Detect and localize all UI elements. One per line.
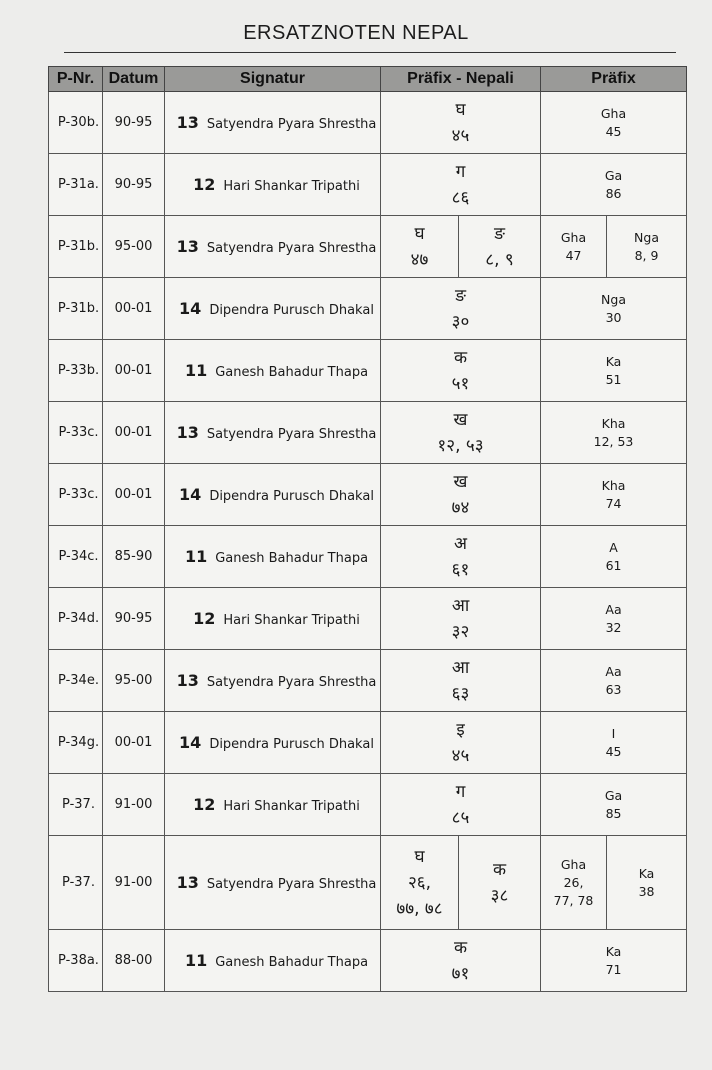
cell-prefix	[541, 650, 687, 712]
cell-prefix	[541, 774, 687, 836]
prefix-number: 74	[605, 495, 622, 511]
prefix-number: 47	[565, 247, 582, 263]
cell-prefix	[541, 92, 687, 154]
nepali-prefix-letter: ङ	[494, 223, 505, 244]
signature-name: Hari Shankar Tripathi	[223, 613, 360, 628]
page-title: ERSATZNOTEN NEPAL	[243, 22, 469, 44]
nepali-prefix-number: २६, ७७, ७८	[396, 872, 443, 919]
cell-prefix-nepali	[381, 774, 541, 836]
prefix-number: 86	[605, 185, 622, 201]
cell-prefix-nepali	[381, 464, 541, 526]
cell-datum: 85-90	[103, 526, 165, 588]
prefix-number: 32	[605, 619, 622, 635]
table-row	[49, 774, 687, 836]
cell-signatur	[165, 930, 381, 992]
cell-datum: 90-95	[103, 588, 165, 650]
nepali-prefix-number: ५१	[451, 373, 470, 394]
nepali-prefix-letter: ग	[455, 161, 466, 182]
prefix-name: Gha	[600, 105, 627, 121]
cell-pnr: P-37.	[49, 774, 103, 836]
nepali-prefix-number: ८६	[451, 187, 470, 208]
signature-name: Dipendra Purusch Dhakal	[209, 737, 374, 752]
prefix-name: Gha	[560, 229, 587, 245]
cell-pnr: P-37.	[49, 836, 103, 930]
signature-name: Hari Shankar Tripathi	[223, 179, 360, 194]
cell-datum: 95-00	[103, 216, 165, 278]
table-row	[49, 340, 687, 402]
nepali-prefix-number: ८५	[451, 807, 470, 828]
cell-prefix	[541, 402, 687, 464]
cell-pnr: P-31b.	[49, 216, 103, 278]
nepali-prefix-letter: घ	[414, 223, 425, 244]
cell-signatur	[165, 278, 381, 340]
cell-datum: 90-95	[103, 92, 165, 154]
signature-name: Satyendra Pyara Shrestha	[206, 427, 377, 442]
prefix-number: 51	[605, 371, 622, 387]
prefix-name: Ka	[605, 943, 622, 959]
cell-signatur	[165, 526, 381, 588]
cell-datum: 00-01	[103, 340, 165, 402]
prefix-number: 45	[605, 123, 622, 139]
signature-number: 14	[179, 733, 202, 752]
signature-number: 13	[176, 873, 199, 892]
cell-prefix-nepali	[381, 340, 541, 402]
prefix-name: Ga	[604, 167, 623, 183]
cell-pnr: P-33b.	[49, 340, 103, 402]
cell-prefix	[541, 930, 687, 992]
nepali-prefix-letter: क	[453, 937, 468, 958]
nepali-prefix-letter: अ	[454, 533, 467, 554]
cell-prefix	[541, 836, 607, 930]
prefix-name: Gha	[560, 856, 587, 872]
cell-signatur	[165, 650, 381, 712]
cell-datum: 00-01	[103, 402, 165, 464]
prefix-name: Aa	[605, 663, 622, 679]
cell-signatur	[165, 154, 381, 216]
cell-prefix-nepali	[381, 278, 541, 340]
cell-prefix-nepali	[381, 650, 541, 712]
prefix-name: A	[609, 539, 618, 555]
prefix-name: Kha	[601, 477, 626, 493]
prefix-number: 61	[605, 557, 622, 573]
cell-prefix-nepali	[381, 92, 541, 154]
table-row	[49, 402, 687, 464]
signature-name: Satyendra Pyara Shrestha	[206, 877, 377, 892]
signature-number: 11	[184, 951, 208, 970]
nepali-prefix-letter: ङ	[455, 285, 466, 306]
nepali-prefix-letter: आ	[451, 595, 470, 616]
table-row	[49, 92, 687, 154]
cell-prefix	[541, 340, 687, 402]
cell-datum: 90-95	[103, 154, 165, 216]
prefix-number: 85	[605, 805, 622, 821]
header-prefix: Präfix	[541, 67, 687, 92]
cell-prefix-nepali	[381, 402, 541, 464]
prefix-name: I	[611, 725, 616, 741]
cell-datum: 00-01	[103, 712, 165, 774]
signature-number: 14	[179, 299, 202, 318]
cell-prefix-nepali	[459, 836, 541, 930]
table-row	[49, 464, 687, 526]
signature-number: 12	[193, 795, 216, 814]
cell-pnr: P-31b.	[49, 278, 103, 340]
table-row	[49, 278, 687, 340]
signature-name: Satyendra Pyara Shrestha	[206, 117, 377, 132]
cell-signatur	[165, 464, 381, 526]
cell-prefix-nepali	[459, 216, 541, 278]
nepali-prefix-number: ३०	[451, 311, 470, 332]
header-pnr: P-Nr.	[49, 67, 103, 92]
nepali-prefix-number: ४५	[451, 745, 470, 766]
cell-prefix-nepali	[381, 526, 541, 588]
cell-signatur	[165, 588, 381, 650]
signature-name: Satyendra Pyara Shrestha	[206, 241, 377, 256]
cell-pnr: P-34c.	[49, 526, 103, 588]
prefix-name: Ga	[604, 787, 623, 803]
banknote-table	[48, 66, 687, 992]
signature-number: 13	[176, 113, 199, 132]
cell-pnr: P-31a.	[49, 154, 103, 216]
table-row	[49, 650, 687, 712]
cell-datum: 00-01	[103, 464, 165, 526]
nepali-prefix-number: ७४	[451, 497, 470, 518]
nepali-prefix-number: ३२	[451, 621, 470, 642]
cell-signatur	[165, 216, 381, 278]
table-row	[49, 836, 687, 930]
prefix-number: 71	[605, 961, 622, 977]
cell-prefix	[607, 216, 687, 278]
cell-prefix	[607, 836, 687, 930]
cell-datum: 88-00	[103, 930, 165, 992]
cell-prefix-nepali	[381, 216, 459, 278]
signature-number: 12	[193, 175, 216, 194]
cell-prefix-nepali	[381, 836, 459, 930]
signature-name: Satyendra Pyara Shrestha	[206, 675, 377, 690]
signature-name: Ganesh Bahadur Thapa	[215, 365, 369, 380]
nepali-prefix-number: ८, ९	[485, 249, 514, 270]
nepali-prefix-number: ७१	[451, 963, 470, 984]
nepali-prefix-number: १२, ५३	[437, 435, 484, 456]
table-body	[49, 92, 687, 992]
prefix-name: Nga	[601, 291, 626, 307]
nepali-prefix-number: ४७	[410, 249, 429, 270]
nepali-prefix-letter: ख	[453, 471, 468, 492]
nepali-prefix-letter: घ	[414, 846, 425, 867]
prefix-number: 30	[605, 309, 622, 325]
signature-name: Dipendra Purusch Dhakal	[209, 303, 374, 318]
signature-name: Ganesh Bahadur Thapa	[215, 551, 369, 566]
header-prefix-nepali: Präfix - Nepali	[381, 67, 541, 92]
cell-signatur	[165, 402, 381, 464]
title-rule	[64, 52, 676, 53]
cell-prefix	[541, 712, 687, 774]
prefix-number: 38	[638, 883, 655, 899]
signature-number: 12	[193, 609, 216, 628]
cell-prefix-nepali	[381, 930, 541, 992]
prefix-name: Aa	[605, 601, 622, 617]
prefix-number: 8, 9	[634, 247, 659, 263]
cell-signatur	[165, 340, 381, 402]
prefix-number: 63	[605, 681, 622, 697]
nepali-prefix-number: ६१	[451, 559, 470, 580]
prefix-number: 45	[605, 743, 622, 759]
cell-datum: 00-01	[103, 278, 165, 340]
cell-prefix	[541, 588, 687, 650]
table-row	[49, 712, 687, 774]
cell-prefix-nepali	[381, 712, 541, 774]
table-row	[49, 216, 687, 278]
nepali-prefix-number: ४५	[451, 125, 470, 146]
signature-number: 13	[176, 423, 199, 442]
signature-name: Dipendra Purusch Dhakal	[209, 489, 374, 504]
cell-prefix-nepali	[381, 588, 541, 650]
nepali-prefix-number: ३८	[490, 885, 509, 906]
signature-name: Ganesh Bahadur Thapa	[215, 955, 369, 970]
cell-pnr: P-38a.	[49, 930, 103, 992]
prefix-number: 26, 77, 78	[553, 874, 594, 908]
nepali-prefix-letter: इ	[456, 719, 465, 740]
header-datum: Datum	[103, 67, 165, 92]
cell-signatur	[165, 712, 381, 774]
prefix-name: Ka	[605, 353, 622, 369]
cell-prefix	[541, 216, 607, 278]
cell-pnr: P-33c.	[49, 464, 103, 526]
prefix-number: 12, 53	[593, 433, 634, 449]
cell-prefix-nepali	[381, 154, 541, 216]
cell-prefix	[541, 278, 687, 340]
signature-number: 13	[176, 237, 199, 256]
nepali-prefix-number: ६३	[451, 683, 470, 704]
cell-prefix	[541, 464, 687, 526]
nepali-prefix-letter: ग	[455, 781, 466, 802]
cell-signatur	[165, 92, 381, 154]
nepali-prefix-letter: ख	[453, 409, 468, 430]
prefix-name: Nga	[634, 229, 659, 245]
cell-pnr: P-30b.	[49, 92, 103, 154]
table-row	[49, 588, 687, 650]
nepali-prefix-letter: आ	[451, 657, 470, 678]
nepali-prefix-letter: क	[492, 859, 507, 880]
signature-number: 13	[176, 671, 199, 690]
signature-number: 11	[184, 547, 208, 566]
table-row	[49, 154, 687, 216]
cell-prefix	[541, 154, 687, 216]
cell-signatur	[165, 774, 381, 836]
table-row	[49, 526, 687, 588]
cell-pnr: P-33c.	[49, 402, 103, 464]
cell-pnr: P-34d.	[49, 588, 103, 650]
table-row	[49, 930, 687, 992]
nepali-prefix-letter: क	[453, 347, 468, 368]
cell-signatur	[165, 836, 381, 930]
signature-number: 11	[184, 361, 208, 380]
cell-datum: 91-00	[103, 774, 165, 836]
header-row	[49, 67, 687, 92]
prefix-name: Ka	[638, 865, 655, 881]
cell-pnr: P-34g.	[49, 712, 103, 774]
cell-pnr: P-34e.	[49, 650, 103, 712]
signature-number: 14	[179, 485, 202, 504]
nepali-prefix-letter: घ	[455, 99, 466, 120]
signature-name: Hari Shankar Tripathi	[223, 799, 360, 814]
cell-datum: 95-00	[103, 650, 165, 712]
header-signatur: Signatur	[165, 67, 381, 92]
prefix-name: Kha	[601, 415, 626, 431]
cell-datum: 91-00	[103, 836, 165, 930]
cell-prefix	[541, 526, 687, 588]
